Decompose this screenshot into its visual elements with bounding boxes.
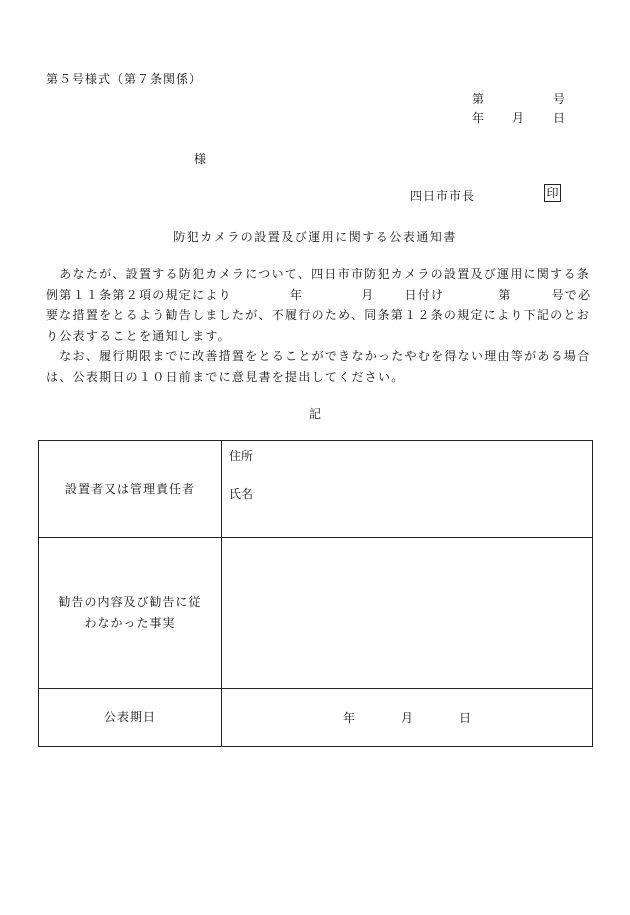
seal-stamp: 印 (544, 184, 561, 202)
publication-date-label: 公表期日 (39, 689, 222, 747)
pub-month-label: 月 (400, 711, 413, 725)
form-number: 第５号様式（第７条関係） (46, 72, 203, 86)
body-line: 要な措置をとるよう勧告しましたが、不履行のため、同条第１２条の規定により下記のとお (46, 308, 591, 322)
recommendation-label (39, 538, 222, 689)
table-row (39, 538, 593, 689)
pub-year-label: 年 (342, 711, 355, 725)
publication-table (38, 440, 593, 747)
table-row (39, 689, 593, 747)
address-label: 住所 (229, 449, 254, 463)
body-line: り公表することを通知します。 (46, 328, 231, 343)
body-text (46, 264, 599, 387)
body-line: は、公表期日の１０日前までに意見書を提出してください。 (46, 369, 405, 384)
pub-day-label: 日 (459, 711, 472, 725)
installer-cell (222, 441, 593, 538)
date-day-label: 日 (553, 111, 566, 125)
recipient-honorific: 様 (194, 152, 207, 166)
body-line: 例第１１条第２項の規定により 年 月 日付け 第 号で必 (46, 287, 592, 302)
sender-title: 四日市市長 (410, 189, 476, 203)
body-line: なお、履行期限までに改善措置をとることができなかったやむを得ない理由等がある場合 (59, 349, 591, 363)
installer-label: 設置者又は管理責任者 (39, 441, 222, 538)
table-row (39, 441, 593, 538)
publication-date-cell (222, 689, 593, 747)
body-line: あなたが、設置する防犯カメラについて、四日市市防犯カメラの設置及び運用に関する条 (59, 267, 591, 281)
ki-heading: 記 (308, 407, 321, 421)
recommendation-label-line2: わなかった事実 (84, 616, 176, 630)
document-title: 防犯カメラの設置及び運用に関する公表通知書 (173, 230, 457, 244)
recommendation-label-line1: 勧告の内容及び勧告に従 (58, 595, 202, 609)
date-month-label: 月 (512, 111, 525, 125)
date-year-label: 年 (472, 111, 485, 125)
doc-number-suffix: 号 (553, 92, 566, 106)
doc-number-prefix: 第 (472, 92, 485, 106)
name-label: 氏名 (229, 487, 254, 501)
recommendation-cell (222, 538, 593, 689)
